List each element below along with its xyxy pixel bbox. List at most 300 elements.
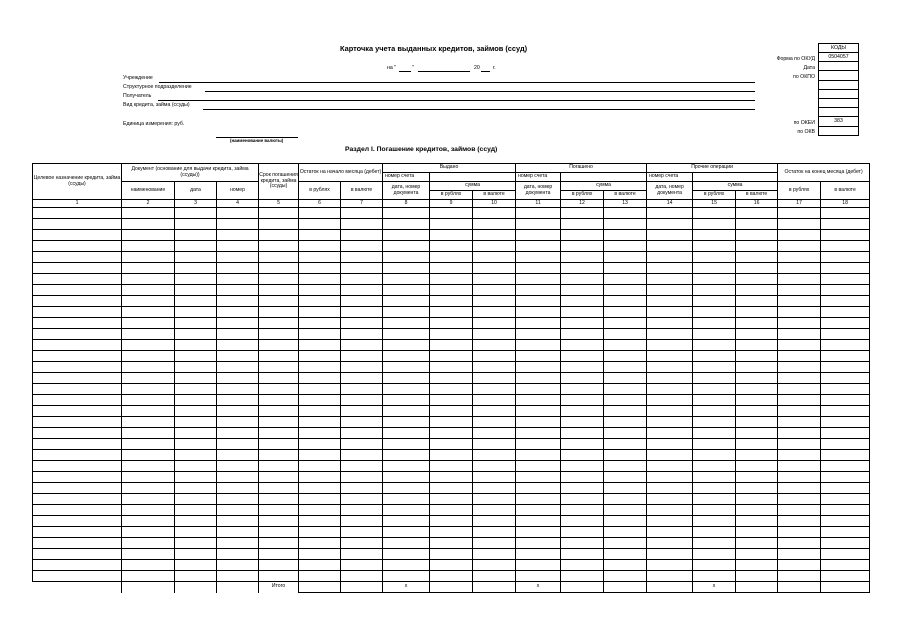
table-cell[interactable] xyxy=(122,450,175,461)
table-cell[interactable] xyxy=(217,406,259,417)
table-cell[interactable] xyxy=(693,428,736,439)
table-cell[interactable] xyxy=(33,351,122,362)
table-cell[interactable] xyxy=(516,373,561,384)
table-cell[interactable] xyxy=(383,285,430,296)
table-cell[interactable] xyxy=(736,494,778,505)
table-cell[interactable] xyxy=(647,406,693,417)
table-cell[interactable] xyxy=(299,428,341,439)
table-cell[interactable] xyxy=(473,373,516,384)
table-cell[interactable] xyxy=(175,450,217,461)
table-cell[interactable] xyxy=(217,318,259,329)
table-cell[interactable] xyxy=(33,560,122,571)
table-cell[interactable] xyxy=(33,219,122,230)
table-cell[interactable] xyxy=(736,505,778,516)
table-cell[interactable] xyxy=(175,560,217,571)
table-cell[interactable] xyxy=(175,318,217,329)
table-cell[interactable] xyxy=(821,274,870,285)
table-cell[interactable] xyxy=(33,406,122,417)
table-cell[interactable] xyxy=(259,384,299,395)
table-cell[interactable] xyxy=(33,483,122,494)
table-cell[interactable] xyxy=(217,450,259,461)
table-cell[interactable] xyxy=(383,274,430,285)
table-cell[interactable] xyxy=(341,362,383,373)
table-cell[interactable] xyxy=(647,417,693,428)
code-cell[interactable] xyxy=(819,89,859,98)
table-cell[interactable] xyxy=(778,494,821,505)
table-cell[interactable] xyxy=(736,549,778,560)
table-cell[interactable] xyxy=(259,505,299,516)
table-cell[interactable] xyxy=(516,395,561,406)
table-cell[interactable] xyxy=(299,516,341,527)
table-cell[interactable] xyxy=(561,527,604,538)
table-cell[interactable] xyxy=(604,263,647,274)
table-cell[interactable] xyxy=(383,384,430,395)
table-cell[interactable] xyxy=(604,219,647,230)
table-cell[interactable] xyxy=(604,241,647,252)
table-cell[interactable] xyxy=(122,340,175,351)
table-cell[interactable] xyxy=(821,208,870,219)
code-cell[interactable] xyxy=(819,98,859,107)
table-cell[interactable] xyxy=(175,373,217,384)
table-cell[interactable] xyxy=(175,351,217,362)
table-cell[interactable] xyxy=(821,296,870,307)
table-cell[interactable] xyxy=(604,362,647,373)
table-cell[interactable] xyxy=(693,505,736,516)
table-cell[interactable] xyxy=(473,395,516,406)
table-cell[interactable] xyxy=(473,318,516,329)
table-cell[interactable] xyxy=(561,362,604,373)
table-cell[interactable] xyxy=(430,560,473,571)
table-cell[interactable] xyxy=(383,428,430,439)
table-cell[interactable] xyxy=(33,571,122,582)
table-cell[interactable] xyxy=(604,494,647,505)
other-account-input[interactable] xyxy=(693,173,778,182)
table-cell[interactable] xyxy=(604,538,647,549)
repaid-account-input[interactable] xyxy=(561,173,647,182)
table-cell[interactable] xyxy=(175,263,217,274)
division-line[interactable] xyxy=(205,91,755,92)
table-cell[interactable] xyxy=(217,340,259,351)
table-cell[interactable] xyxy=(473,516,516,527)
table-cell[interactable] xyxy=(647,208,693,219)
table-cell[interactable] xyxy=(259,472,299,483)
table-cell[interactable] xyxy=(604,274,647,285)
table-cell[interactable] xyxy=(561,483,604,494)
table-cell[interactable] xyxy=(647,274,693,285)
table-cell[interactable] xyxy=(516,505,561,516)
table-cell[interactable] xyxy=(516,439,561,450)
table-cell[interactable] xyxy=(647,241,693,252)
table-cell[interactable] xyxy=(383,483,430,494)
table-cell[interactable] xyxy=(430,318,473,329)
table-cell[interactable] xyxy=(821,384,870,395)
code-cell[interactable] xyxy=(819,108,859,117)
table-cell[interactable] xyxy=(604,384,647,395)
table-cell[interactable] xyxy=(473,505,516,516)
table-cell[interactable] xyxy=(175,516,217,527)
table-cell[interactable] xyxy=(778,538,821,549)
table-cell[interactable] xyxy=(383,307,430,318)
table-cell[interactable] xyxy=(778,417,821,428)
table-cell[interactable] xyxy=(821,483,870,494)
table-cell[interactable] xyxy=(175,208,217,219)
table-cell[interactable] xyxy=(430,417,473,428)
table-cell[interactable] xyxy=(647,340,693,351)
table-cell[interactable] xyxy=(693,252,736,263)
table-cell[interactable] xyxy=(561,285,604,296)
table-cell[interactable] xyxy=(122,549,175,560)
table-cell[interactable] xyxy=(778,230,821,241)
table-cell[interactable] xyxy=(647,560,693,571)
table-cell[interactable] xyxy=(33,285,122,296)
table-cell[interactable] xyxy=(736,428,778,439)
table-cell[interactable] xyxy=(736,450,778,461)
table-cell[interactable] xyxy=(341,296,383,307)
table-cell[interactable] xyxy=(341,373,383,384)
table-cell[interactable] xyxy=(516,417,561,428)
table-cell[interactable] xyxy=(516,483,561,494)
table-cell[interactable] xyxy=(647,351,693,362)
table-cell[interactable] xyxy=(647,307,693,318)
table-cell[interactable] xyxy=(33,494,122,505)
table-cell[interactable] xyxy=(736,307,778,318)
table-cell[interactable] xyxy=(473,274,516,285)
table-cell[interactable] xyxy=(430,362,473,373)
table-cell[interactable] xyxy=(778,549,821,560)
table-cell[interactable] xyxy=(778,560,821,571)
table-cell[interactable] xyxy=(122,395,175,406)
table-cell[interactable] xyxy=(299,351,341,362)
table-cell[interactable] xyxy=(561,329,604,340)
table-cell[interactable] xyxy=(341,549,383,560)
table-cell[interactable] xyxy=(561,318,604,329)
table-cell[interactable] xyxy=(778,406,821,417)
table-cell[interactable] xyxy=(473,549,516,560)
table-cell[interactable] xyxy=(33,516,122,527)
table-cell[interactable] xyxy=(175,241,217,252)
table-cell[interactable] xyxy=(175,340,217,351)
table-cell[interactable] xyxy=(217,274,259,285)
table-cell[interactable] xyxy=(299,461,341,472)
table-cell[interactable] xyxy=(778,307,821,318)
table-cell[interactable] xyxy=(647,318,693,329)
table-cell[interactable] xyxy=(736,395,778,406)
table-cell[interactable] xyxy=(175,406,217,417)
table-cell[interactable] xyxy=(693,472,736,483)
table-cell[interactable] xyxy=(516,252,561,263)
table-cell[interactable] xyxy=(175,505,217,516)
table-cell[interactable] xyxy=(259,219,299,230)
table-cell[interactable] xyxy=(299,362,341,373)
table-cell[interactable] xyxy=(430,274,473,285)
date-day-line[interactable] xyxy=(399,71,411,72)
table-cell[interactable] xyxy=(473,406,516,417)
table-cell[interactable] xyxy=(122,252,175,263)
table-cell[interactable] xyxy=(604,417,647,428)
table-cell[interactable] xyxy=(341,219,383,230)
table-cell[interactable] xyxy=(561,571,604,582)
table-cell[interactable] xyxy=(473,263,516,274)
table-cell[interactable] xyxy=(693,373,736,384)
table-cell[interactable] xyxy=(693,318,736,329)
table-cell[interactable] xyxy=(383,549,430,560)
table-cell[interactable] xyxy=(430,439,473,450)
table-cell[interactable] xyxy=(430,505,473,516)
table-cell[interactable] xyxy=(516,472,561,483)
table-cell[interactable] xyxy=(736,417,778,428)
table-cell[interactable] xyxy=(736,230,778,241)
table-cell[interactable] xyxy=(33,417,122,428)
table-cell[interactable] xyxy=(473,252,516,263)
table-cell[interactable] xyxy=(33,549,122,560)
table-cell[interactable] xyxy=(341,494,383,505)
table-cell[interactable] xyxy=(259,538,299,549)
table-cell[interactable] xyxy=(299,373,341,384)
table-cell[interactable] xyxy=(299,560,341,571)
code-cell[interactable] xyxy=(819,80,859,89)
table-cell[interactable] xyxy=(299,571,341,582)
table-cell[interactable] xyxy=(33,538,122,549)
table-cell[interactable] xyxy=(778,384,821,395)
table-cell[interactable] xyxy=(821,318,870,329)
table-cell[interactable] xyxy=(217,263,259,274)
table-cell[interactable] xyxy=(175,395,217,406)
table-cell[interactable] xyxy=(383,340,430,351)
table-cell[interactable] xyxy=(217,252,259,263)
table-cell[interactable] xyxy=(217,428,259,439)
table-cell[interactable] xyxy=(516,549,561,560)
table-cell[interactable] xyxy=(259,439,299,450)
table-cell[interactable] xyxy=(647,549,693,560)
table-cell[interactable] xyxy=(33,252,122,263)
table-cell[interactable] xyxy=(122,406,175,417)
table-cell[interactable] xyxy=(516,274,561,285)
table-cell[interactable] xyxy=(473,208,516,219)
table-cell[interactable] xyxy=(821,351,870,362)
table-cell[interactable] xyxy=(217,571,259,582)
table-cell[interactable] xyxy=(383,318,430,329)
table-cell[interactable] xyxy=(693,461,736,472)
table-cell[interactable] xyxy=(259,230,299,241)
table-cell[interactable] xyxy=(561,406,604,417)
table-cell[interactable] xyxy=(299,285,341,296)
table-cell[interactable] xyxy=(604,296,647,307)
table-cell[interactable] xyxy=(175,384,217,395)
table-cell[interactable] xyxy=(217,538,259,549)
table-cell[interactable] xyxy=(122,538,175,549)
table-cell[interactable] xyxy=(341,527,383,538)
table-cell[interactable] xyxy=(217,472,259,483)
table-cell[interactable] xyxy=(473,483,516,494)
table-cell[interactable] xyxy=(736,439,778,450)
institution-line[interactable] xyxy=(159,82,755,83)
table-cell[interactable] xyxy=(736,571,778,582)
table-cell[interactable] xyxy=(299,318,341,329)
table-cell[interactable] xyxy=(516,318,561,329)
table-cell[interactable] xyxy=(33,318,122,329)
table-cell[interactable] xyxy=(821,428,870,439)
table-cell[interactable] xyxy=(341,538,383,549)
table-cell[interactable] xyxy=(259,461,299,472)
table-cell[interactable] xyxy=(736,318,778,329)
table-cell[interactable] xyxy=(736,472,778,483)
table-cell[interactable] xyxy=(736,351,778,362)
table-cell[interactable] xyxy=(604,406,647,417)
total-cell[interactable] xyxy=(561,582,604,593)
table-cell[interactable] xyxy=(821,362,870,373)
table-cell[interactable] xyxy=(647,395,693,406)
table-cell[interactable] xyxy=(821,439,870,450)
table-cell[interactable] xyxy=(516,406,561,417)
table-cell[interactable] xyxy=(175,472,217,483)
table-cell[interactable] xyxy=(821,373,870,384)
issued-account-input[interactable] xyxy=(430,173,516,182)
table-cell[interactable] xyxy=(341,406,383,417)
table-cell[interactable] xyxy=(736,538,778,549)
table-cell[interactable] xyxy=(693,483,736,494)
table-cell[interactable] xyxy=(175,329,217,340)
table-cell[interactable] xyxy=(259,307,299,318)
table-cell[interactable] xyxy=(383,263,430,274)
table-cell[interactable] xyxy=(516,329,561,340)
table-cell[interactable] xyxy=(122,505,175,516)
table-cell[interactable] xyxy=(647,285,693,296)
table-cell[interactable] xyxy=(647,505,693,516)
table-cell[interactable] xyxy=(473,461,516,472)
table-cell[interactable] xyxy=(473,362,516,373)
table-cell[interactable] xyxy=(604,450,647,461)
table-cell[interactable] xyxy=(341,340,383,351)
table-cell[interactable] xyxy=(604,483,647,494)
table-cell[interactable] xyxy=(821,472,870,483)
table-cell[interactable] xyxy=(430,461,473,472)
table-cell[interactable] xyxy=(647,296,693,307)
table-cell[interactable] xyxy=(299,263,341,274)
table-cell[interactable] xyxy=(821,494,870,505)
table-cell[interactable] xyxy=(778,461,821,472)
table-cell[interactable] xyxy=(383,406,430,417)
table-cell[interactable] xyxy=(341,285,383,296)
table-cell[interactable] xyxy=(473,439,516,450)
table-cell[interactable] xyxy=(430,285,473,296)
table-cell[interactable] xyxy=(561,274,604,285)
table-cell[interactable] xyxy=(736,516,778,527)
table-cell[interactable] xyxy=(33,395,122,406)
table-cell[interactable] xyxy=(217,494,259,505)
table-cell[interactable] xyxy=(175,274,217,285)
table-cell[interactable] xyxy=(821,538,870,549)
table-cell[interactable] xyxy=(259,417,299,428)
table-cell[interactable] xyxy=(604,472,647,483)
table-cell[interactable] xyxy=(217,296,259,307)
table-cell[interactable] xyxy=(217,505,259,516)
table-cell[interactable] xyxy=(561,505,604,516)
table-cell[interactable] xyxy=(299,252,341,263)
table-cell[interactable] xyxy=(383,571,430,582)
table-cell[interactable] xyxy=(341,571,383,582)
table-cell[interactable] xyxy=(33,296,122,307)
table-cell[interactable] xyxy=(561,340,604,351)
table-cell[interactable] xyxy=(259,318,299,329)
table-cell[interactable] xyxy=(604,516,647,527)
table-cell[interactable] xyxy=(383,252,430,263)
table-cell[interactable] xyxy=(778,252,821,263)
table-cell[interactable] xyxy=(383,494,430,505)
recipient-line[interactable] xyxy=(158,100,755,101)
table-cell[interactable] xyxy=(778,483,821,494)
table-cell[interactable] xyxy=(430,208,473,219)
table-cell[interactable] xyxy=(383,329,430,340)
table-cell[interactable] xyxy=(821,461,870,472)
table-cell[interactable] xyxy=(299,450,341,461)
table-cell[interactable] xyxy=(778,351,821,362)
table-cell[interactable] xyxy=(604,373,647,384)
table-cell[interactable] xyxy=(693,241,736,252)
table-cell[interactable] xyxy=(516,362,561,373)
table-cell[interactable] xyxy=(299,329,341,340)
total-cell[interactable] xyxy=(473,582,516,593)
table-cell[interactable] xyxy=(122,296,175,307)
table-cell[interactable] xyxy=(647,538,693,549)
table-cell[interactable] xyxy=(341,318,383,329)
table-cell[interactable] xyxy=(299,406,341,417)
table-cell[interactable] xyxy=(473,494,516,505)
table-cell[interactable] xyxy=(821,549,870,560)
table-cell[interactable] xyxy=(259,373,299,384)
table-cell[interactable] xyxy=(175,483,217,494)
table-cell[interactable] xyxy=(693,571,736,582)
table-cell[interactable] xyxy=(259,428,299,439)
table-cell[interactable] xyxy=(693,538,736,549)
table-cell[interactable] xyxy=(217,307,259,318)
table-cell[interactable] xyxy=(693,263,736,274)
table-cell[interactable] xyxy=(217,384,259,395)
table-cell[interactable] xyxy=(122,263,175,274)
table-cell[interactable] xyxy=(473,230,516,241)
table-cell[interactable] xyxy=(778,527,821,538)
table-cell[interactable] xyxy=(561,549,604,560)
table-cell[interactable] xyxy=(299,340,341,351)
table-cell[interactable] xyxy=(122,439,175,450)
table-cell[interactable] xyxy=(778,263,821,274)
table-cell[interactable] xyxy=(430,538,473,549)
table-cell[interactable] xyxy=(821,241,870,252)
table-cell[interactable] xyxy=(175,428,217,439)
table-cell[interactable] xyxy=(561,219,604,230)
table-cell[interactable] xyxy=(561,450,604,461)
table-cell[interactable] xyxy=(647,450,693,461)
table-cell[interactable] xyxy=(821,505,870,516)
table-cell[interactable] xyxy=(175,549,217,560)
table-cell[interactable] xyxy=(259,494,299,505)
total-cell[interactable] xyxy=(341,582,383,593)
table-cell[interactable] xyxy=(516,384,561,395)
table-cell[interactable] xyxy=(122,560,175,571)
table-cell[interactable] xyxy=(33,362,122,373)
table-cell[interactable] xyxy=(778,571,821,582)
table-cell[interactable] xyxy=(647,384,693,395)
table-cell[interactable] xyxy=(821,329,870,340)
table-cell[interactable] xyxy=(604,340,647,351)
table-cell[interactable] xyxy=(175,230,217,241)
table-cell[interactable] xyxy=(693,395,736,406)
table-cell[interactable] xyxy=(778,505,821,516)
table-cell[interactable] xyxy=(821,516,870,527)
table-cell[interactable] xyxy=(604,307,647,318)
table-cell[interactable] xyxy=(778,329,821,340)
table-cell[interactable] xyxy=(259,208,299,219)
table-cell[interactable] xyxy=(604,527,647,538)
